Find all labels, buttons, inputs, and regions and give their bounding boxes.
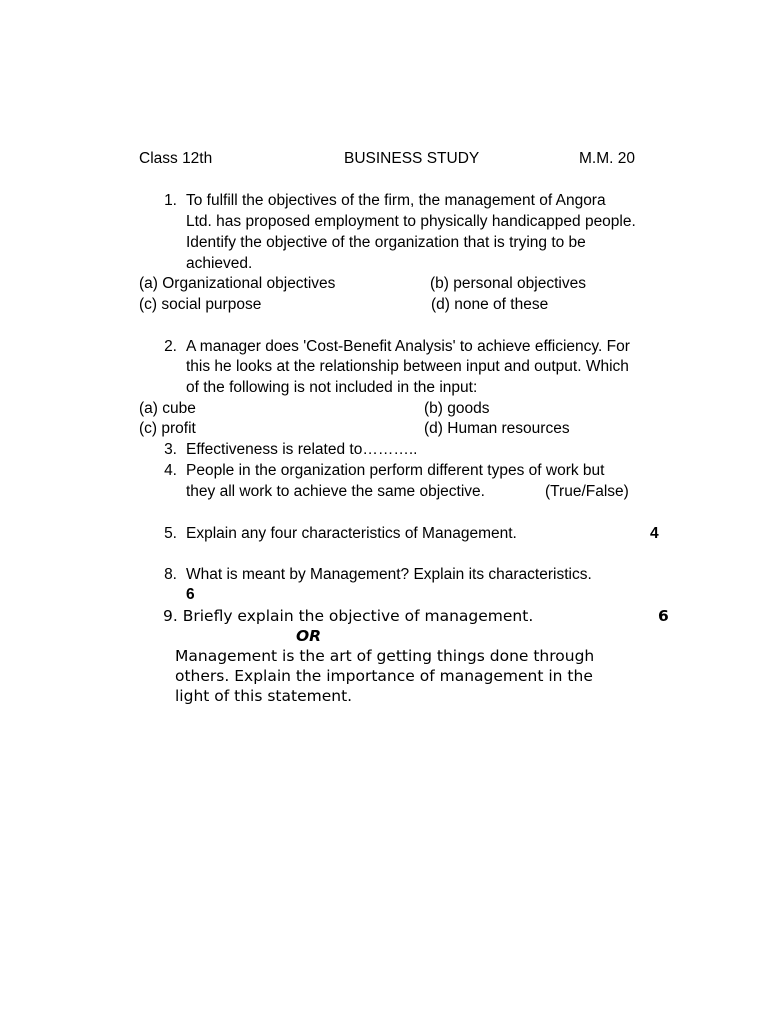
q9-marks: 6 xyxy=(658,607,669,625)
q8-number: 8. xyxy=(164,566,177,583)
q4-answer-hint: (True/False) xyxy=(545,483,629,500)
q3-number: 3. xyxy=(164,441,177,458)
q2-option-a: (a) cube xyxy=(139,400,196,417)
q2-line: of the following is not included in the input: xyxy=(186,379,478,396)
q5-number: 5. xyxy=(164,525,177,542)
q9-text: 9. Briefly explain the objective of management. xyxy=(163,607,534,625)
q1-line: Identify the objective of the organization that is trying to be xyxy=(186,234,586,251)
q2-number: 2. xyxy=(164,338,177,355)
q8-text: What is meant by Management? Explain its characteristics. xyxy=(186,566,592,583)
q1-line: To fulfill the objectives of the firm, the management of Angora xyxy=(186,192,606,209)
q5-marks: 4 xyxy=(650,525,659,542)
q1-line: achieved. xyxy=(186,255,253,272)
subject-title: BUSINESS STUDY xyxy=(344,150,480,167)
q4-line: People in the organization perform different types of work but xyxy=(186,462,605,479)
q2-option-b: (b) goods xyxy=(424,400,490,417)
q1-number: 1. xyxy=(164,192,177,209)
q9-or-label: OR xyxy=(296,627,322,645)
q1-option-a: (a) Organizational objectives xyxy=(139,275,336,292)
q1-option-c: (c) social purpose xyxy=(139,296,262,313)
q9-alt-line: Management is the art of getting things done through xyxy=(175,647,595,665)
q2-option-c: (c) profit xyxy=(139,420,196,437)
q1-line: Ltd. has proposed employment to physically handicapped people. xyxy=(186,213,636,230)
q9-alt-line: others. Explain the importance of management in the xyxy=(175,667,593,685)
q3-text: Effectiveness is related to……….. xyxy=(186,441,418,458)
q4-number: 4. xyxy=(164,462,177,479)
class-label: Class 12th xyxy=(139,150,213,167)
q9-alt-line: light of this statement. xyxy=(175,687,353,705)
q4-line: they all work to achieve the same objective. xyxy=(186,483,485,500)
q2-line: A manager does 'Cost-Benefit Analysis' to achieve efficiency. For xyxy=(186,338,630,355)
max-marks: M.M. 20 xyxy=(579,150,635,167)
q1-option-b: (b) personal objectives xyxy=(430,275,586,292)
q8-marks: 6 xyxy=(186,586,195,603)
q2-option-d: (d) Human resources xyxy=(424,420,570,437)
q5-text: Explain any four characteristics of Management. xyxy=(186,525,517,542)
q1-option-d: (d) none of these xyxy=(431,296,549,313)
q2-line: this he looks at the relationship between input and output. Which xyxy=(186,358,629,375)
